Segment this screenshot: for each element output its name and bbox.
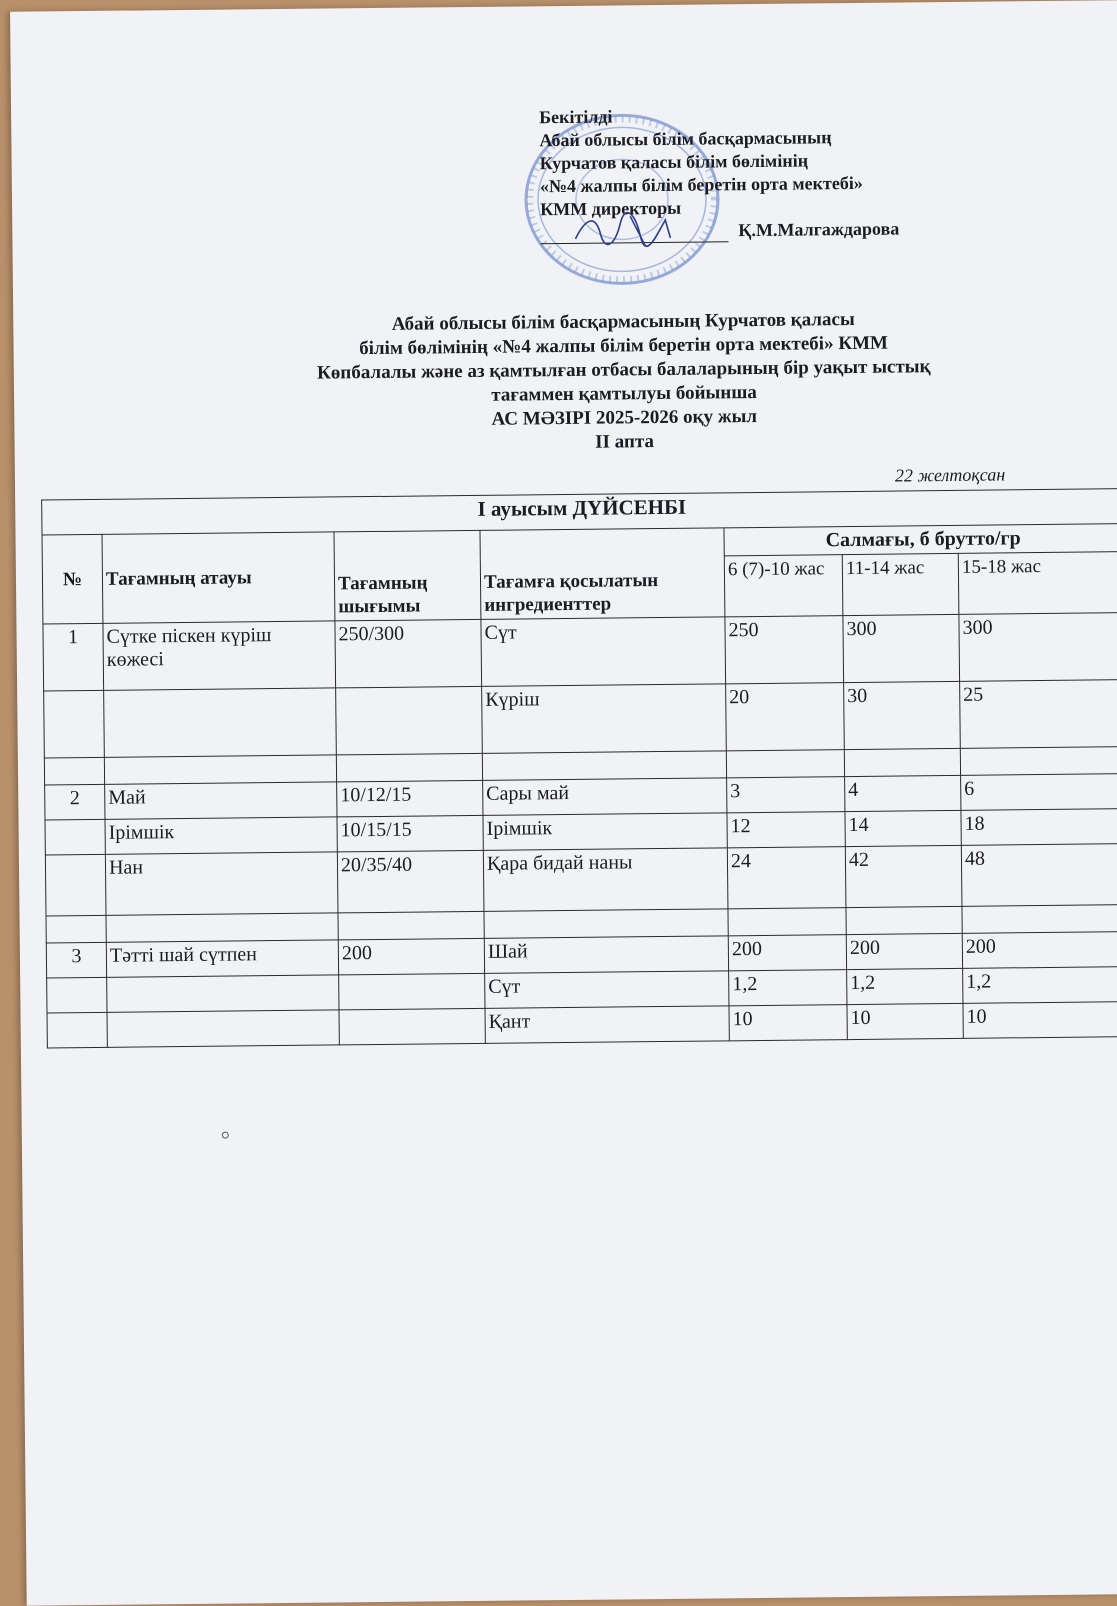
table-row [43,613,1117,691]
row-number [45,819,105,855]
week-label: ІІ апта [595,431,655,453]
dish-yield: 250/300 [335,619,482,688]
col-header-number: № [42,534,103,624]
approval-org-line: Абай облысы білім басқармасының [539,127,832,151]
dish-yield [339,1008,485,1045]
dish-name [107,975,339,1012]
col-header-weight: Салмағы, б брутто/гр [724,524,1117,556]
row-number: 3 [46,942,106,978]
weight-age-11-14: 42 [845,845,962,907]
menu-table [41,488,1117,1048]
approval-school-line: «№4 жалпы білім беретін орта мектебі» [539,172,863,197]
weight-age-15-18: 18 [961,809,1117,846]
row-number [47,1012,107,1048]
ingredient: Қара бидай наны [483,848,728,912]
approval-block [539,101,1000,244]
ingredient: Күріш [482,684,727,754]
weight-age-15-18: 25 [960,680,1117,749]
signature-line [540,216,1000,244]
table-row [45,844,1117,916]
weight-age-11-14: 10 [847,1003,963,1039]
weight-age-11-14: 4 [845,775,961,811]
ingredient: Сары май [483,778,727,816]
dish-yield [339,973,485,1010]
dish-name: Ірімшік [105,817,337,854]
weight-age-6-10: 250 [725,616,844,684]
signature-icon [570,208,690,249]
dish-yield: 10/12/15 [337,780,483,817]
col-header-age-15-18: 15-18 жас [958,552,1117,615]
row-number: 1 [43,623,104,691]
dish-name: Нан [105,852,338,915]
table-row [44,680,1117,758]
header-line-3: Көпбалалы және аз қамтылған отбасы балаларының бір уақыт ыстық [316,356,931,384]
weight-age-6-10: 10 [729,1005,847,1041]
dish-yield [336,686,483,755]
header-line-2: білім бөлімінің «№4 жалпы білім беретін орта мектебі» КММ [359,332,889,360]
dish-yield: 10/15/15 [337,815,483,852]
weight-age-11-14: 1,2 [847,968,963,1004]
dish-name: Сүтке піскен күріш көжесі [103,621,336,690]
dish-name: Тәтті шай сүтпен [106,940,338,977]
weight-age-6-10: 3 [727,777,845,813]
dish-yield: 200 [338,938,484,975]
col-header-name: Тағамның атауы [102,532,335,623]
weight-age-15-18: 200 [962,932,1117,969]
signature-blank [540,221,728,244]
header-line-4: тағаммен қамтылуы бойынша [491,381,757,406]
weight-age-6-10: 12 [727,812,845,848]
ingredient: Сүт [481,617,726,687]
menu-title: АС МӘЗІРІ 2025-2026 оқу жыл [491,405,758,430]
weight-age-15-18: 300 [959,613,1117,682]
weight-age-11-14: 200 [846,933,962,969]
weight-age-6-10: 1,2 [729,970,847,1006]
menu-date: 22 желтоқсан [894,464,1006,486]
shift-header: І ауысым ДҮЙСЕНБІ [42,489,1117,535]
weight-age-6-10: 200 [728,935,846,971]
col-header-age-11-14: 11-14 жас [842,553,959,615]
ingredient: Шай [484,936,728,974]
weight-age-11-14: 14 [845,810,961,846]
approval-dept-line: Курчатов қаласы білім бөлімінің [539,150,809,174]
document-header [173,306,1074,459]
dish-name: Май [105,782,337,819]
row-number [47,977,107,1013]
approval-title: Бекітілді [539,106,613,128]
row-number [45,854,106,916]
row-number [44,690,105,758]
col-header-age-6-10: 6 (7)-10 жас [724,555,843,617]
ingredient: Қант [485,1006,729,1044]
weight-age-6-10: 20 [726,683,845,751]
weight-age-11-14: 300 [843,614,960,682]
row-number: 2 [45,784,105,820]
col-header-ingredients: Тағамға қосылатын ингредиенттер [480,528,725,620]
dish-yield: 20/35/40 [337,850,484,913]
dish-name [107,1010,339,1047]
weight-age-6-10: 24 [727,847,846,909]
signer-name: Қ.М.Малгаждарова [738,218,900,241]
weight-age-15-18: 10 [963,1002,1117,1039]
approval-position: КММ директоры [540,197,682,220]
ink-dot [222,1132,229,1139]
weight-age-11-14: 30 [844,681,961,749]
col-header-yield: Тағамның шығымы [334,530,481,621]
weight-age-15-18: 6 [961,774,1117,811]
ingredient: Ірімшік [483,813,727,851]
dish-name [104,688,337,757]
weight-age-15-18: 1,2 [963,967,1117,1004]
ingredient: Сүт [485,971,729,1009]
document-page [10,0,1117,1606]
weight-age-15-18: 48 [961,844,1117,907]
header-line-1: Абай облысы білім басқармасының Курчатов қаласы [391,308,855,335]
